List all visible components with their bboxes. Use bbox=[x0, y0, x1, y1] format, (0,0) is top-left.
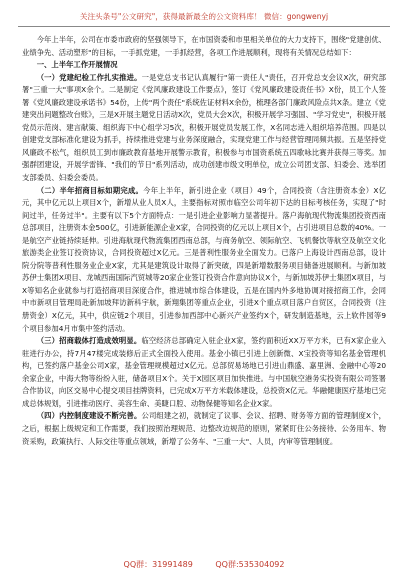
footer-contact bbox=[0, 560, 408, 570]
text-party-building: 一是党总支书记认真履行"第一责任人"责任，召开党总支会议X次，研究部署"三重一大"事项X余个。二是制定《党风廉政建设工作要点》，签订《党风廉政建设责任书》X份，员工个人签署《党风廉政建设承诺书》54份，上传"两个责任"系统佐证材料X余份，梳理各部门廉政风险点共X条。建立《党建突出问题整改台账》，三是X开展主题党日活动X次，党员大会X次，积极开展学习强国、"学习党史"，积极开展党员示范岗、建言献策、组织海下中心组学习5次，积极开展党员发展工作，X名同志进入组织培养范围。四是以创建党支部标准化建设为抓手，持续推进党建与业务深度融合，实现党建工作与经营管理同频共振。五是坚持党风廉政不松气，组织员工到市廉政教育基地开展警示教育，积极参与市国资系统五四歌咏比赛并获得三等奖。加强群团建设，开展学雷锋、"我们的节日"系列活动，成功创建市级文明单位，成立公司团支部、妇委会、选举团支部委员、妇委会委员。 bbox=[22, 72, 386, 183]
paragraph-party-building bbox=[22, 72, 386, 185]
header-banner: 关注头条号"公文研究"，获得最新最全的公文资料库！ 微信：gongwenyj bbox=[79, 12, 329, 21]
paragraph-investment bbox=[22, 185, 386, 336]
footer-qq-group-2: QQ群:535304092 bbox=[215, 560, 285, 569]
footer-qq-group-1: QQ群：31991489 bbox=[123, 560, 193, 569]
text-carrier: 临空经济总部确定入驻企业X家，签约面积近XX万平方米，已有X家企业入驻进行办公，持7月47楼完成装修后正式全面投入使用。基金小镇已引进上创新微、X宝投资等知名基金管理机构，已签约落户基金公司X家，基金管理规模超过X亿元。总部贸易场地已引进山鼎盛、嘉里洲、金融中心等20余家企业，中海大物等纷纷入驻，储备项目X个。关于X园区项目加快推进。与中国航空港务实投资有限公司签署合作协议，向区交易中心提交项目挂牌资料，已完成X万平方米载体建设，总投资X亿元。华融健康医疗基地已完成总体规划，引进推动医疗、美容生命、美睫口腔、动物保健等知名企业X家。 bbox=[22, 336, 386, 408]
intro-paragraph: 今年上半年，公司在市委市政府的坚强领导下，在市国资委和市里相关单位的大力支持下，围绕"党建创优、业绩争先、活动塑形"的目标，一手抓党建，一手抓经营，各项工作进展顺利，现将有关情况总结如下： bbox=[22, 35, 386, 57]
document-body bbox=[22, 34, 386, 548]
text-internal-control: 公司组建之初，就制定了议事、会议、招聘、财务等方面的管理制度X个，之后，根据上级规定和工作需要，我们按照治理规范、边整改边规范的原则，紧紧盯住公务接待、公务用车、物资采购，政策执行、人际交往等重点领域，新增了公务车、"三重一大"、人员，内审等管理制度。 bbox=[22, 411, 386, 446]
subheading-internal-control: （四）内控制度建设不断完善。 bbox=[36, 411, 142, 421]
header-divider bbox=[18, 26, 390, 27]
subheading-carrier: （三）招商载体打造成效明显。 bbox=[36, 336, 142, 346]
paragraph-internal-control bbox=[22, 410, 386, 448]
subheading-investment: （二）半年招商目标如期完成。 bbox=[36, 185, 144, 195]
text-investment: 今年上半年，新引进企业（项目）49个，合同投资（含注册资本金）X亿元，其中亿元以上项目X个，新增从业人员X人，主要指标对照市临空公司年初下达的目标考核任务，实现了"时间过半，任务过半"。主要有以下5个方面特点：一是引进企业影响力显著提升。落户海航现代物流集团投资西南总部项目，注册资本金500亿，引进新能源企业X家，合同投资的亿元以上项目X个，占引进项目总数的40%。一是航空产业链持续延伸。引进海航现代物流集团西南总部，与商务航空、领际航空、飞机餐饮等航空及航空文化旅游类企业签订投资协议，合同投资超过X亿元。三是普利性服务业全面发力。已落户上海设计西南总部，设计院分院等普利性服务业企业X家，尤其是建筑设计取得了新突破，四是新增数服务项目储备进展顺利。与新加坡苏伊士集团X项目、龙城西南国际汽贸城等20家企业签订投资合作意向协议X个，与新加坡苏伊士集团X项目，与X等知名企业就参与打造招商项目深度合作，推进城市综合体建设，五是在国内外多地协调对接招商工作，会同中市新项目管理局赴新加坡拜访新科宇航，新翔集团等重点企业，引进X个重点项目落户自贸区，合同投资（注册资金）X亿元，其中，供应链2个项目，引进参加西部中心新兴产业签约X个，研发制造基地，云上软件园等9个项目参加4月市集中签约活动。 bbox=[22, 185, 386, 333]
section-heading: 一、上半年工作开展情况 bbox=[36, 60, 118, 70]
paragraph-carrier bbox=[22, 335, 386, 410]
subheading-party-building: （一）党建纪检工作扎实推进。 bbox=[36, 72, 142, 82]
